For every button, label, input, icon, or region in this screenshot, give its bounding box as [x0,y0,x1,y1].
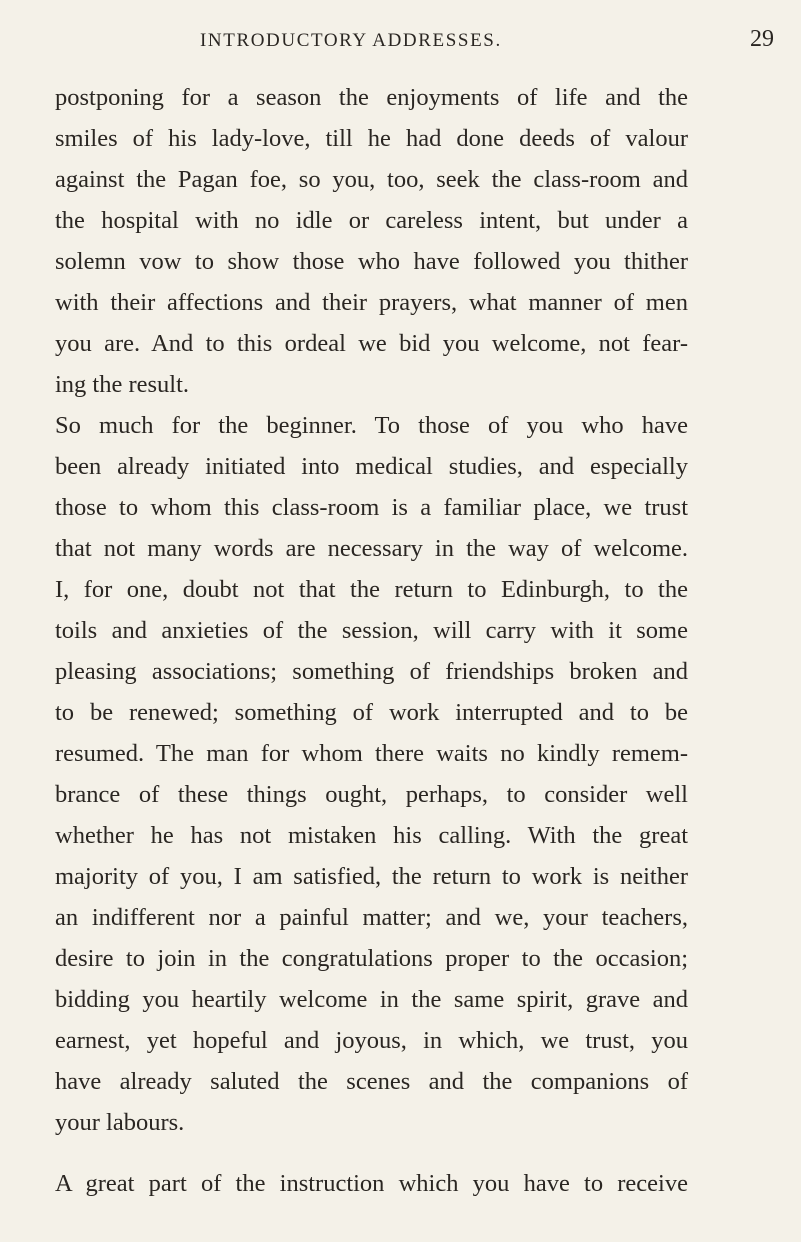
text-line: been already initiated into medical studies, and especially [55,453,688,480]
text-line: postponing for a season the enjoyments of life and the [55,84,688,111]
running-head: INTRODUCTORY ADDRESSES. [200,30,502,51]
text-line: I, for one, doubt not that the return to Edinburgh, to the [55,576,688,603]
text-line: have already saluted the scenes and the companions of [55,1068,688,1095]
text-line: bidding you heartily welcome in the same spirit, grave and [55,986,688,1013]
text-line: earnest, yet hopeful and joyous, in which, we trust, you [55,1027,688,1054]
text-line: smiles of his lady-love, till he had done deeds of valour [55,125,688,152]
text-line: brance of these things ought, perhaps, to consider well [55,781,688,808]
text-line: toils and anxieties of the session, will carry with it some [55,617,688,644]
text-line: pleasing associations; something of friendships broken and [55,658,688,685]
text-line: resumed. The man for whom there waits no kindly remem- [55,740,688,767]
text-line: against the Pagan foe, so you, too, seek the class-room and [55,166,688,193]
text-line: solemn vow to show those who have followed you thither [55,248,688,275]
text-line: to be renewed; something of work interrupted and to be [55,699,688,726]
text-line: you are. And to this ordeal we bid you welcome, not fear- [55,330,688,357]
text-line: your labours. [55,1109,185,1136]
text-line: A great part of the instruction which you have to receive [55,1170,688,1197]
text-line: that not many words are necessary in the way of welcome. [55,535,688,562]
page-number: 29 [750,26,774,52]
text-line: ing the result. [55,371,190,398]
text-line: the hospital with no idle or careless intent, but under a [55,207,688,234]
text-line: those to whom this class-room is a familiar place, we trust [55,494,688,521]
text-line: with their affections and their prayers, what manner of men [55,289,688,316]
text-line: majority of you, I am satisfied, the return to work is neither [55,863,688,890]
text-line: an indifferent nor a painful matter; and we, your teachers, [55,904,688,931]
text-line: whether he has not mistaken his calling. With the great [55,822,688,849]
text-line: desire to join in the congratulations proper to the occasion; [55,945,688,972]
text-line: So much for the beginner. To those of you who have [55,412,688,439]
